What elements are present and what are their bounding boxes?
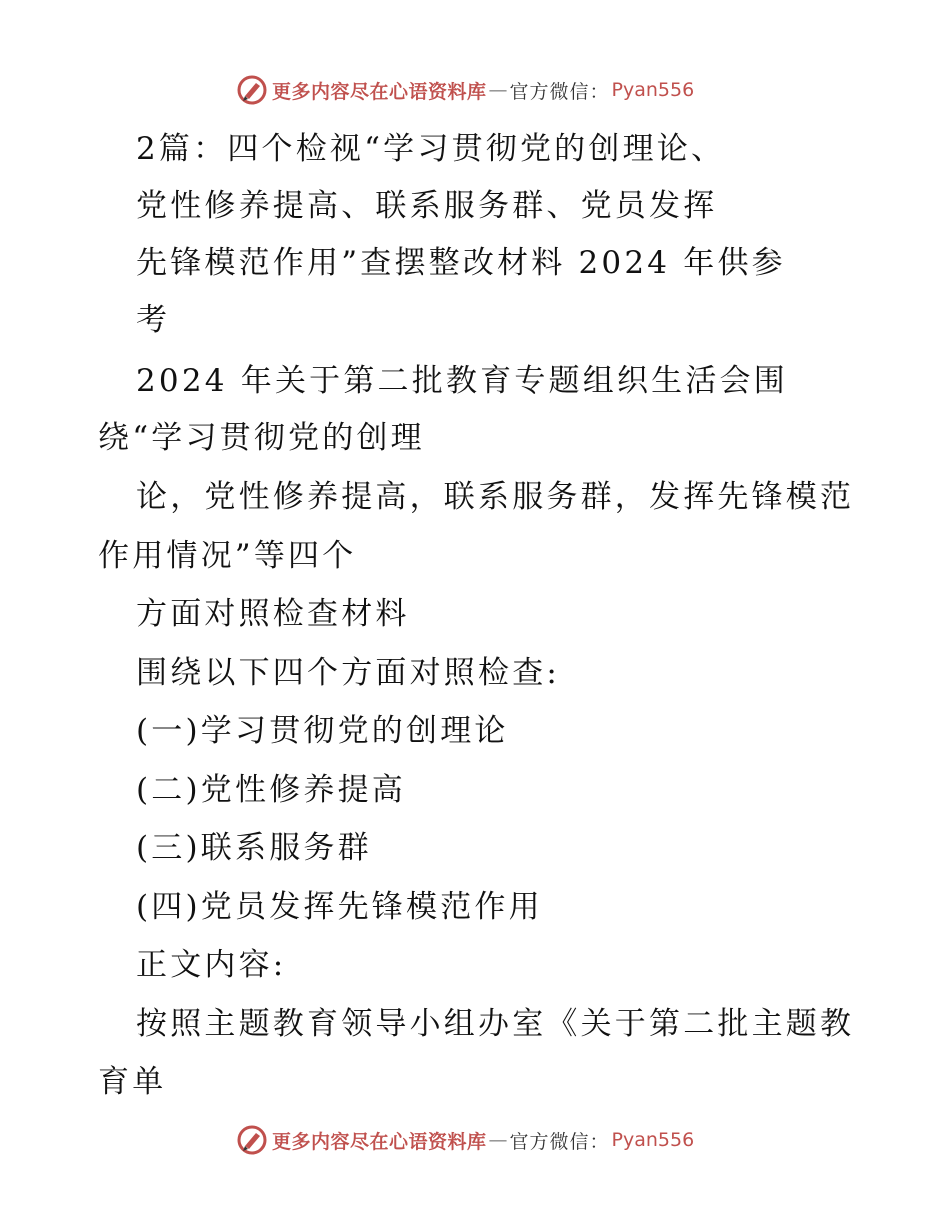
watermark-wechat-id: Pyan556 <box>611 79 695 101</box>
doc-line: 2篇：四个检视“学习贯彻党的创理论、 <box>136 131 726 167</box>
doc-line: 方面对照检查材料 <box>136 596 410 632</box>
watermark-sub-text: 官方微信： <box>509 80 610 103</box>
pen-logo-icon <box>236 1124 268 1156</box>
doc-line: (一)学习贯彻党的创理论 <box>136 713 509 749</box>
watermark-dash: — <box>488 1129 508 1151</box>
watermark-main-text: 更多内容尽在心语资料库 <box>272 1130 487 1153</box>
doc-line: (三)联系服务群 <box>136 830 372 866</box>
watermark-sub-text: 官方微信： <box>509 1130 610 1153</box>
watermark-banner-top <box>236 72 694 108</box>
doc-line: (二)党性修养提高 <box>136 772 406 808</box>
doc-line: 育单 <box>98 1064 167 1100</box>
doc-line: 2024 年关于第二批教育专题组织生活会围 <box>136 363 788 399</box>
doc-line: 围绕以下四个方面对照检查: <box>136 655 561 691</box>
doc-line: 党性修养提高、联系服务群、党员发挥 <box>136 188 718 224</box>
doc-line: 论，党性修养提高，联系服务群，发挥先锋模范 <box>136 479 855 515</box>
doc-line: (四)党员发挥先锋模范作用 <box>136 889 543 925</box>
doc-line: 作用情况”等四个 <box>98 538 357 574</box>
pen-logo-icon <box>236 74 268 106</box>
doc-line: 先锋模范作用”查摆整改材料 2024 年供参 <box>136 245 786 281</box>
doc-line: 正文内容: <box>136 947 287 983</box>
watermark-banner-bottom <box>236 1122 694 1158</box>
doc-line: 考 <box>136 302 171 338</box>
watermark-wechat-id: Pyan556 <box>611 1129 695 1151</box>
watermark-main-text: 更多内容尽在心语资料库 <box>272 80 487 103</box>
doc-line: 按照主题教育领导小组办室《关于第二批主题教 <box>136 1006 855 1042</box>
watermark-dash: — <box>488 79 508 101</box>
doc-line: 绕“学习贯彻党的创理 <box>98 420 425 456</box>
